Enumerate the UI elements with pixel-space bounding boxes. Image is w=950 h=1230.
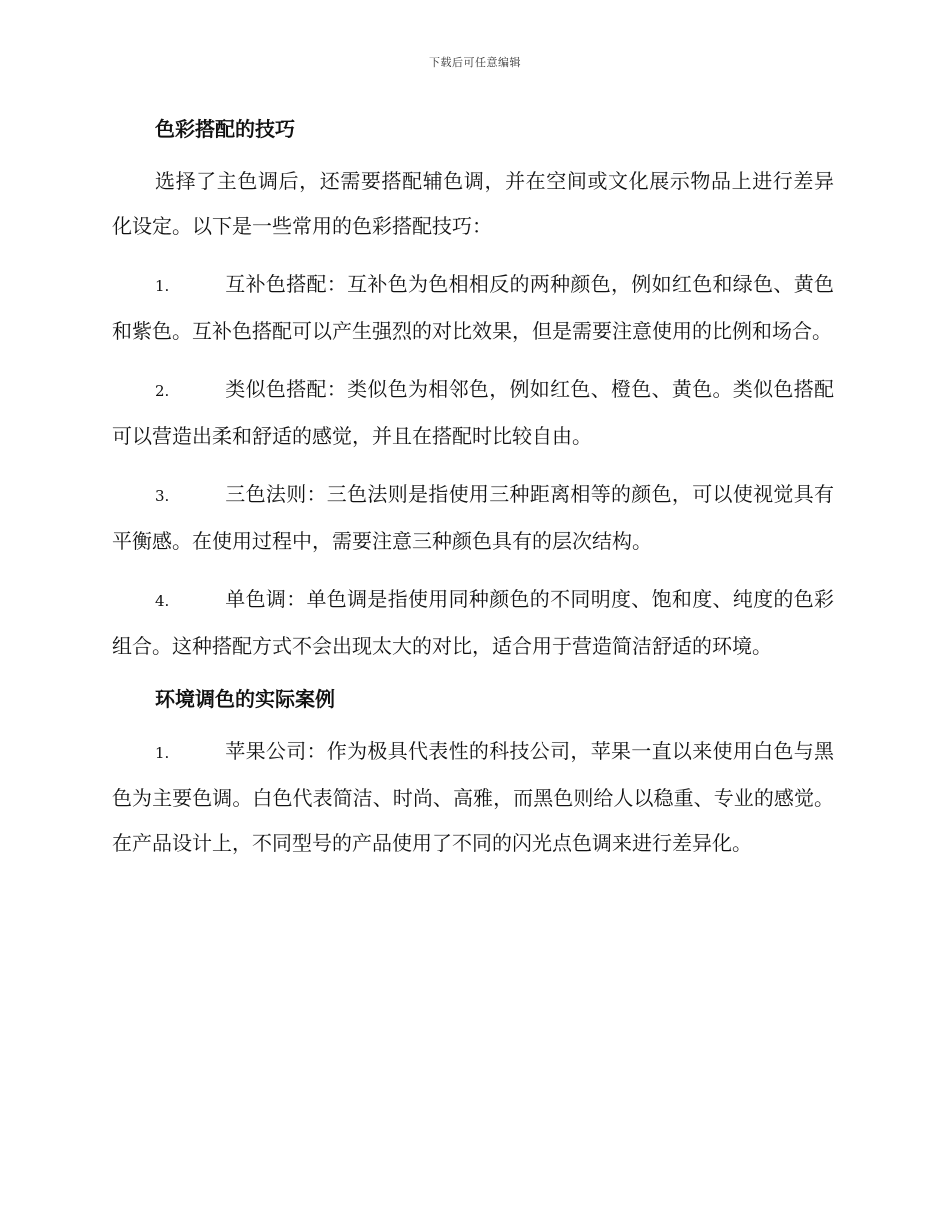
list-item	[112, 262, 834, 354]
list-item	[112, 577, 834, 669]
list-item	[112, 729, 834, 866]
list-item-text: 三色法则：三色法则是指使用三种距离相等的颜色，可以使视觉具有平衡感。在使用过程中，需要注意三种颜色具有的层次结构。	[112, 482, 834, 553]
intro-paragraph: 选择了主色调后，还需要搭配辅色调，并在空间或文化展示物品上进行差异化设定。以下是一些常用的色彩搭配技巧：	[112, 169, 834, 238]
list-number: 2.	[155, 382, 170, 400]
list-number: 1.	[155, 744, 170, 762]
list-item-text: 单色调：单色调是指使用同种颜色的不同明度、饱和度、纯度的色彩组合。这种搭配方式不会出现太大的对比，适合用于营造简洁舒适的环境。	[112, 587, 834, 658]
list-item	[112, 472, 834, 564]
page-header: 下载后可任意编辑	[429, 56, 521, 69]
section-heading-case-studies: 环境调色的实际案例	[155, 687, 335, 711]
list-item-text: 互补色搭配：互补色为色相相反的两种颜色，例如红色和绿色、黄色和紫色。互补色搭配可以产生强烈的对比效果，但是需要注意使用的比例和场合。	[112, 272, 834, 343]
list-item-text: 类似色搭配：类似色为相邻色，例如红色、橙色、黄色。类似色搭配可以营造出柔和舒适的感觉，并且在搭配时比较自由。	[112, 377, 834, 448]
section-heading-color-matching: 色彩搭配的技巧	[155, 117, 295, 141]
list-number: 1.	[155, 277, 170, 295]
list-item	[112, 367, 834, 459]
list-number: 4.	[155, 592, 170, 610]
document-body	[112, 112, 834, 866]
list-item-text: 苹果公司：作为极具代表性的科技公司，苹果一直以来使用白色与黑色为主要色调。白色代表简洁、时尚、高雅，而黑色则给人以稳重、专业的感觉。在产品设计上，不同型号的产品使用了不同的闪光点色调来进行差异化。	[112, 739, 834, 855]
list-number: 3.	[155, 487, 170, 505]
